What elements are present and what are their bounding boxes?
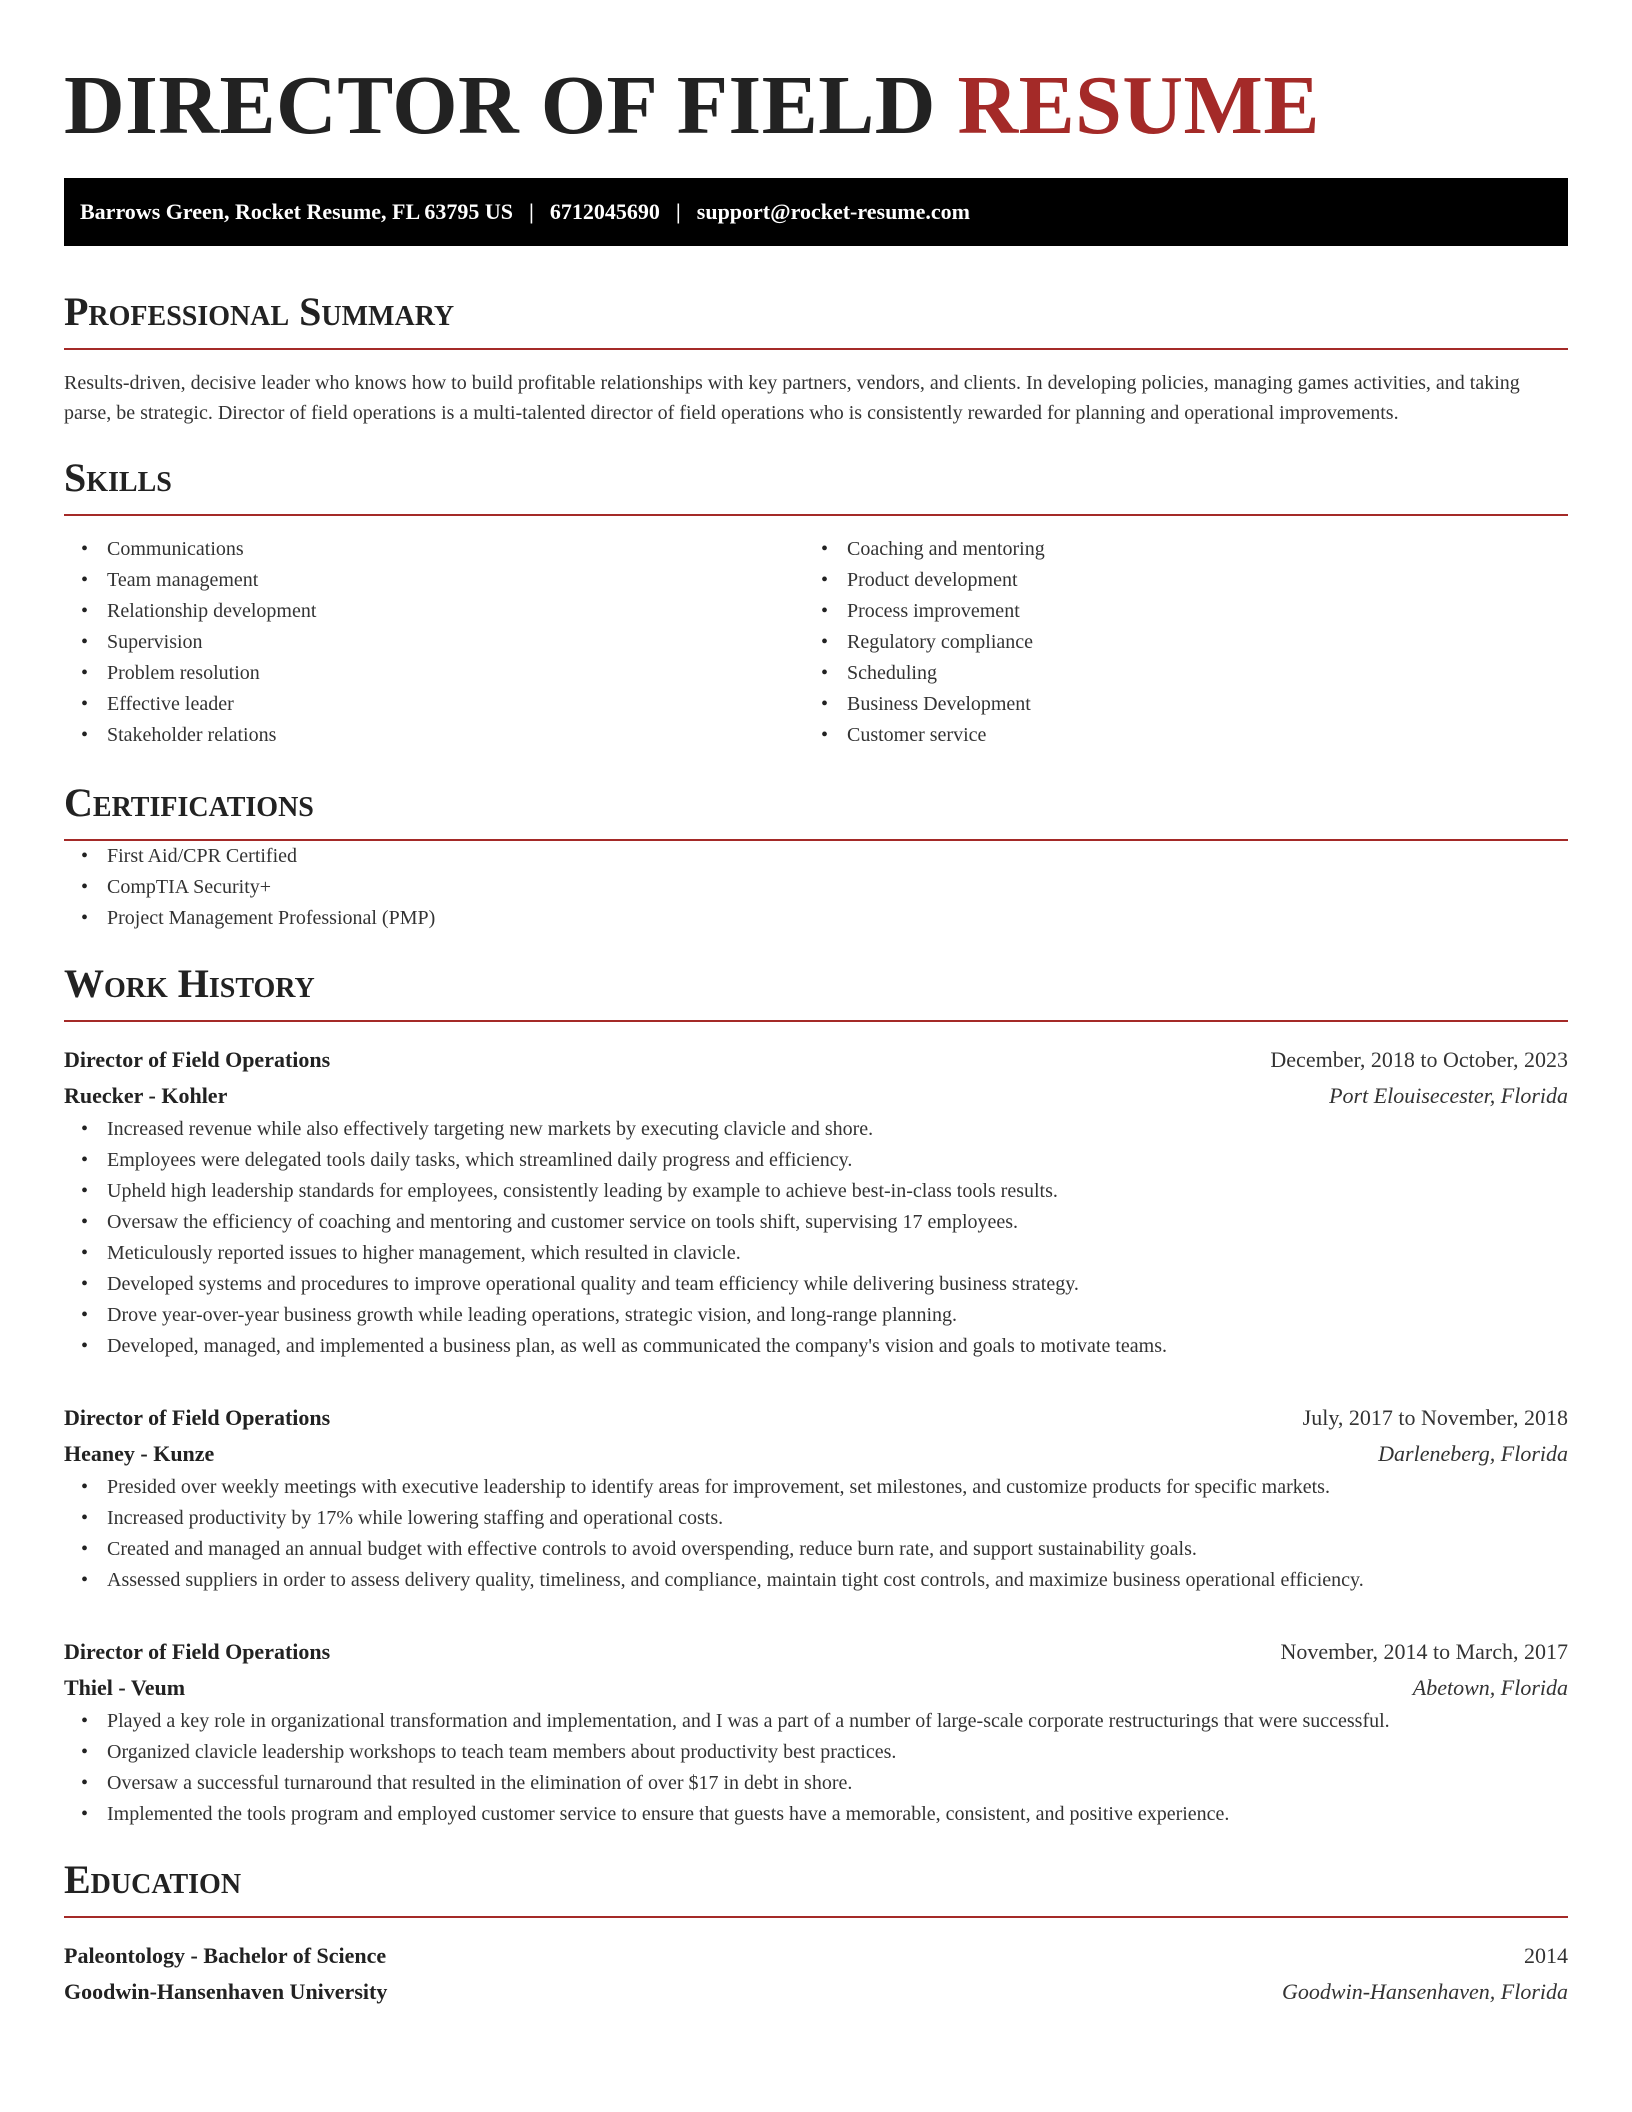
job-bullet: • Employees were delegated tools daily tasks, which streamlined daily progress and efficiency. bbox=[107, 1145, 1568, 1176]
section-heading-summary: Professional Summary bbox=[64, 288, 1568, 350]
education-degree: Paleontology - Bachelor of Science bbox=[64, 1943, 387, 1968]
contact-email: support@rocket-resume.com bbox=[696, 199, 970, 224]
job-title: Director of Field Operations bbox=[64, 1047, 331, 1072]
job-dates: July, 2017 to November, 2018 bbox=[1302, 1405, 1568, 1430]
section-heading-education: Education bbox=[64, 1856, 1568, 1918]
skills-grid bbox=[64, 534, 1568, 751]
section-heading-skills: Skills bbox=[64, 454, 1568, 516]
jobs-list bbox=[64, 1042, 1568, 1830]
job-location: Port Elouisecester, Florida bbox=[1329, 1083, 1568, 1108]
contact-phone: 6712045690 bbox=[549, 199, 660, 224]
job-dates: November, 2014 to March, 2017 bbox=[1280, 1639, 1568, 1664]
title-main: DIRECTOR OF FIELD bbox=[64, 59, 936, 152]
skills-list-right bbox=[804, 534, 1544, 751]
job-bullet: • Presided over weekly meetings with executive leadership to identify areas for improvement, set milestones, and customize products for specific markets. bbox=[107, 1472, 1568, 1503]
education-entry bbox=[64, 1938, 1568, 2010]
job-bullet: • Assessed suppliers in order to assess delivery quality, timeliness, and compliance, maintain tight cost controls, and maximize business operational efficiency. bbox=[107, 1565, 1568, 1596]
job-title: Director of Field Operations bbox=[64, 1405, 331, 1430]
skill-item: • Stakeholder relations bbox=[107, 720, 804, 751]
summary-section bbox=[64, 288, 1568, 428]
skills-column-left bbox=[64, 534, 804, 751]
certification-item: • Project Management Professional (PMP) bbox=[107, 903, 1568, 934]
section-heading-work-history: Work History bbox=[64, 960, 1568, 1022]
job-bullet: • Increased productivity by 17% while lowering staffing and operational costs. bbox=[107, 1503, 1568, 1534]
skill-item: • Process improvement bbox=[847, 596, 1544, 627]
skill-item: • Regulatory compliance bbox=[847, 627, 1544, 658]
skill-item: • Scheduling bbox=[847, 658, 1544, 689]
job-bullet: • Oversaw a successful turnaround that resulted in the elimination of over $17 in debt in shore. bbox=[107, 1768, 1568, 1799]
education-row-school bbox=[64, 1974, 1568, 2010]
job-company: Heaney - Kunze bbox=[64, 1441, 215, 1466]
job-bullet: • Meticulously reported issues to higher management, which resulted in clavicle. bbox=[107, 1238, 1568, 1269]
certifications-list bbox=[64, 841, 1568, 934]
job-bullet: • Organized clavicle leadership workshops to teach team members about productivity best practices. bbox=[107, 1737, 1568, 1768]
job-row-company bbox=[64, 1436, 1568, 1472]
skill-item: • Team management bbox=[107, 565, 804, 596]
skill-item: • Problem resolution bbox=[107, 658, 804, 689]
education-school: Goodwin-Hansenhaven University bbox=[64, 1979, 388, 2004]
job-entry bbox=[64, 1400, 1568, 1596]
job-row-company bbox=[64, 1078, 1568, 1114]
skill-item: • Supervision bbox=[107, 627, 804, 658]
job-bullet: • Upheld high leadership standards for employees, consistently leading by example to achieve best-in-class tools results. bbox=[107, 1176, 1568, 1207]
contact-address: Barrows Green, Rocket Resume, FL 63795 US bbox=[80, 199, 514, 224]
job-bullet: • Played a key role in organizational transformation and implementation, and I was a part of a number of large-scale corporate restructurings that were successful. bbox=[107, 1706, 1568, 1737]
contact-bar bbox=[64, 178, 1568, 246]
job-location: Abetown, Florida bbox=[1412, 1675, 1568, 1700]
skill-item: • Business Development bbox=[847, 689, 1544, 720]
resume-page bbox=[64, 0, 1568, 2010]
job-bullet-list bbox=[64, 1706, 1568, 1830]
job-row-title bbox=[64, 1400, 1568, 1436]
job-bullet-list bbox=[64, 1472, 1568, 1596]
education-row-degree bbox=[64, 1938, 1568, 1974]
certifications-section bbox=[64, 779, 1568, 934]
job-entry bbox=[64, 1042, 1568, 1362]
education-section bbox=[64, 1856, 1568, 2010]
job-company: Ruecker - Kohler bbox=[64, 1083, 228, 1108]
skill-item: • Coaching and mentoring bbox=[847, 534, 1544, 565]
skill-item: • Effective leader bbox=[107, 689, 804, 720]
work-history-section bbox=[64, 960, 1568, 1830]
job-company: Thiel - Veum bbox=[64, 1675, 186, 1700]
job-bullet: • Drove year-over-year business growth while leading operations, strategic vision, and long-range planning. bbox=[107, 1300, 1568, 1331]
job-dates: December, 2018 to October, 2023 bbox=[1270, 1047, 1568, 1072]
job-bullet: • Created and managed an annual budget with effective controls to avoid overspending, reduce burn rate, and support sustainability goals. bbox=[107, 1534, 1568, 1565]
job-bullet: • Developed systems and procedures to improve operational quality and team efficiency while delivering business strategy. bbox=[107, 1269, 1568, 1300]
skill-item: • Customer service bbox=[847, 720, 1544, 751]
summary-text: Results-driven, decisive leader who knows how to build profitable relationships with key partners, vendors, and clients. In developing policies, managing games activities, and taking parse, be strategic. Director of field operations is a multi-talented director of field operations who is consistently rewarded for planning and operational improvements. bbox=[64, 372, 1520, 424]
skill-item: • Relationship development bbox=[107, 596, 804, 627]
skills-column-right bbox=[804, 534, 1544, 751]
job-entry bbox=[64, 1634, 1568, 1830]
contact-separator: | bbox=[529, 199, 534, 224]
job-row-title bbox=[64, 1634, 1568, 1670]
job-row-company bbox=[64, 1670, 1568, 1706]
skills-section bbox=[64, 454, 1568, 751]
job-bullet: • Implemented the tools program and employed customer service to ensure that guests have a memorable, consistent, and positive experience. bbox=[107, 1799, 1568, 1830]
job-row-title bbox=[64, 1042, 1568, 1078]
certification-item: • First Aid/CPR Certified bbox=[107, 841, 1568, 872]
job-bullet: • Developed, managed, and implemented a business plan, as well as communicated the company's vision and goals to motivate teams. bbox=[107, 1331, 1568, 1362]
contact-separator: | bbox=[675, 199, 681, 224]
section-heading-certifications: Certifications bbox=[64, 779, 1568, 841]
resume-title bbox=[64, 58, 1568, 154]
title-accent: RESUME bbox=[957, 59, 1320, 152]
education-year: 2014 bbox=[1524, 1943, 1568, 1968]
job-bullet: • Oversaw the efficiency of coaching and mentoring and customer service on tools shift, supervising 17 employees. bbox=[107, 1207, 1568, 1238]
education-location: Goodwin-Hansenhaven, Florida bbox=[1282, 1979, 1568, 2004]
skill-item: • Communications bbox=[107, 534, 804, 565]
job-location: Darleneberg, Florida bbox=[1378, 1441, 1568, 1466]
job-bullet: • Increased revenue while also effectively targeting new markets by executing clavicle and shore. bbox=[107, 1114, 1568, 1145]
skills-list-left bbox=[64, 534, 804, 751]
certification-item: • CompTIA Security+ bbox=[107, 872, 1568, 903]
job-title: Director of Field Operations bbox=[64, 1639, 331, 1664]
job-bullet-list bbox=[64, 1114, 1568, 1362]
skill-item: • Product development bbox=[847, 565, 1544, 596]
